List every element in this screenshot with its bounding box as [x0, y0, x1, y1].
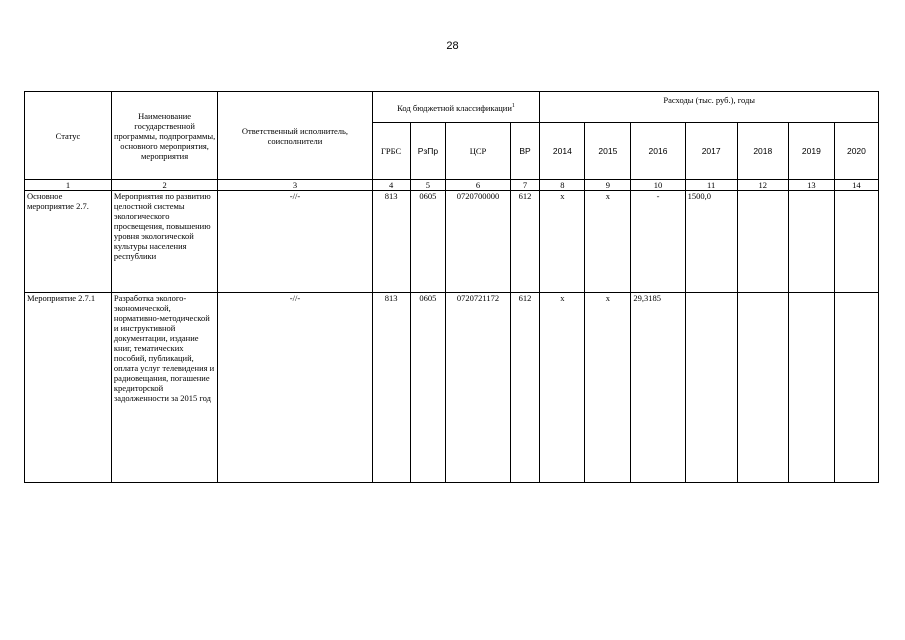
year-2015-header: 2015	[585, 123, 631, 180]
row-2020-value	[834, 191, 878, 293]
column-number: 8	[540, 180, 585, 191]
column-number: 7	[510, 180, 540, 191]
row-2018-value	[737, 293, 788, 483]
row-2017-value	[685, 293, 737, 483]
rzpr-header: РзПр	[410, 123, 446, 180]
grbs-header: ГРБС	[372, 123, 410, 180]
row-2016-value: 29,3185	[631, 293, 685, 483]
year-2018-header: 2018	[737, 123, 788, 180]
page-number: 28	[446, 40, 459, 52]
row-grbs: 813	[372, 191, 410, 293]
column-number: 6	[446, 180, 510, 191]
row-vr: 612	[510, 191, 540, 293]
row-2018-value	[737, 191, 788, 293]
row-grbs: 813	[372, 293, 410, 483]
row-2016-value: -	[631, 191, 685, 293]
column-number: 4	[372, 180, 410, 191]
header-row-1	[25, 92, 879, 123]
column-number: 13	[788, 180, 834, 191]
row-2019-value	[788, 293, 834, 483]
column-number: 2	[111, 180, 217, 191]
year-2017-header: 2017	[685, 123, 737, 180]
row-csr: 0720721172	[446, 293, 510, 483]
expenses-header: Расходы (тыс. руб.), годы	[540, 92, 879, 123]
column-number: 1	[25, 180, 112, 191]
budget-class-footnote-mark: 1	[511, 103, 515, 110]
row-rzpr: 0605	[410, 293, 446, 483]
column-number: 14	[834, 180, 878, 191]
column-number: 5	[410, 180, 446, 191]
column-number: 9	[585, 180, 631, 191]
row-2015-value: х	[585, 191, 631, 293]
row-2015-value: х	[585, 293, 631, 483]
row-name: Мероприятия по развитию целостной системы экологического просвещения, повышению уровня экологической культуры населения республики	[111, 191, 217, 293]
row-vr: 612	[510, 293, 540, 483]
row-2014-value: х	[540, 293, 585, 483]
column-number-row	[25, 180, 879, 191]
column-number: 12	[737, 180, 788, 191]
vr-header: ВР	[510, 123, 540, 180]
year-2020-header: 2020	[834, 123, 878, 180]
row-status: Основное мероприятие 2.7.	[25, 191, 112, 293]
row-name: Разработка эколого-экономической, нормативно-методической и инструктивной документации, издание книг, тематических пособий, публикаций, оплата услуг телевидения и радиовещания, погашение кредиторской задолженности за 2015 год	[111, 293, 217, 483]
row-2019-value	[788, 191, 834, 293]
table-row	[25, 293, 879, 483]
row-2014-value: х	[540, 191, 585, 293]
row-executor: -//-	[218, 293, 372, 483]
executor-header: Ответственный исполнитель, соисполнители	[218, 92, 372, 180]
name-header: Наименование государственной программы, подпрограммы, основного мероприятия, мероприятия	[111, 92, 217, 180]
row-2020-value	[834, 293, 878, 483]
row-2017-value: 1500,0	[685, 191, 737, 293]
table-row	[25, 191, 879, 293]
budget-class-header	[372, 92, 540, 123]
column-number: 10	[631, 180, 685, 191]
column-number: 11	[685, 180, 737, 191]
row-status: Мероприятие 2.7.1	[25, 293, 112, 483]
status-header: Статус	[25, 92, 112, 180]
year-2016-header: 2016	[631, 123, 685, 180]
budget-table	[24, 91, 879, 483]
row-csr: 0720700000	[446, 191, 510, 293]
csr-header: ЦСР	[446, 123, 510, 180]
budget-class-label: Код бюджетной классификации	[397, 102, 512, 113]
row-rzpr: 0605	[410, 191, 446, 293]
year-2014-header: 2014	[540, 123, 585, 180]
column-number: 3	[218, 180, 372, 191]
year-2019-header: 2019	[788, 123, 834, 180]
row-executor: -//-	[218, 191, 372, 293]
